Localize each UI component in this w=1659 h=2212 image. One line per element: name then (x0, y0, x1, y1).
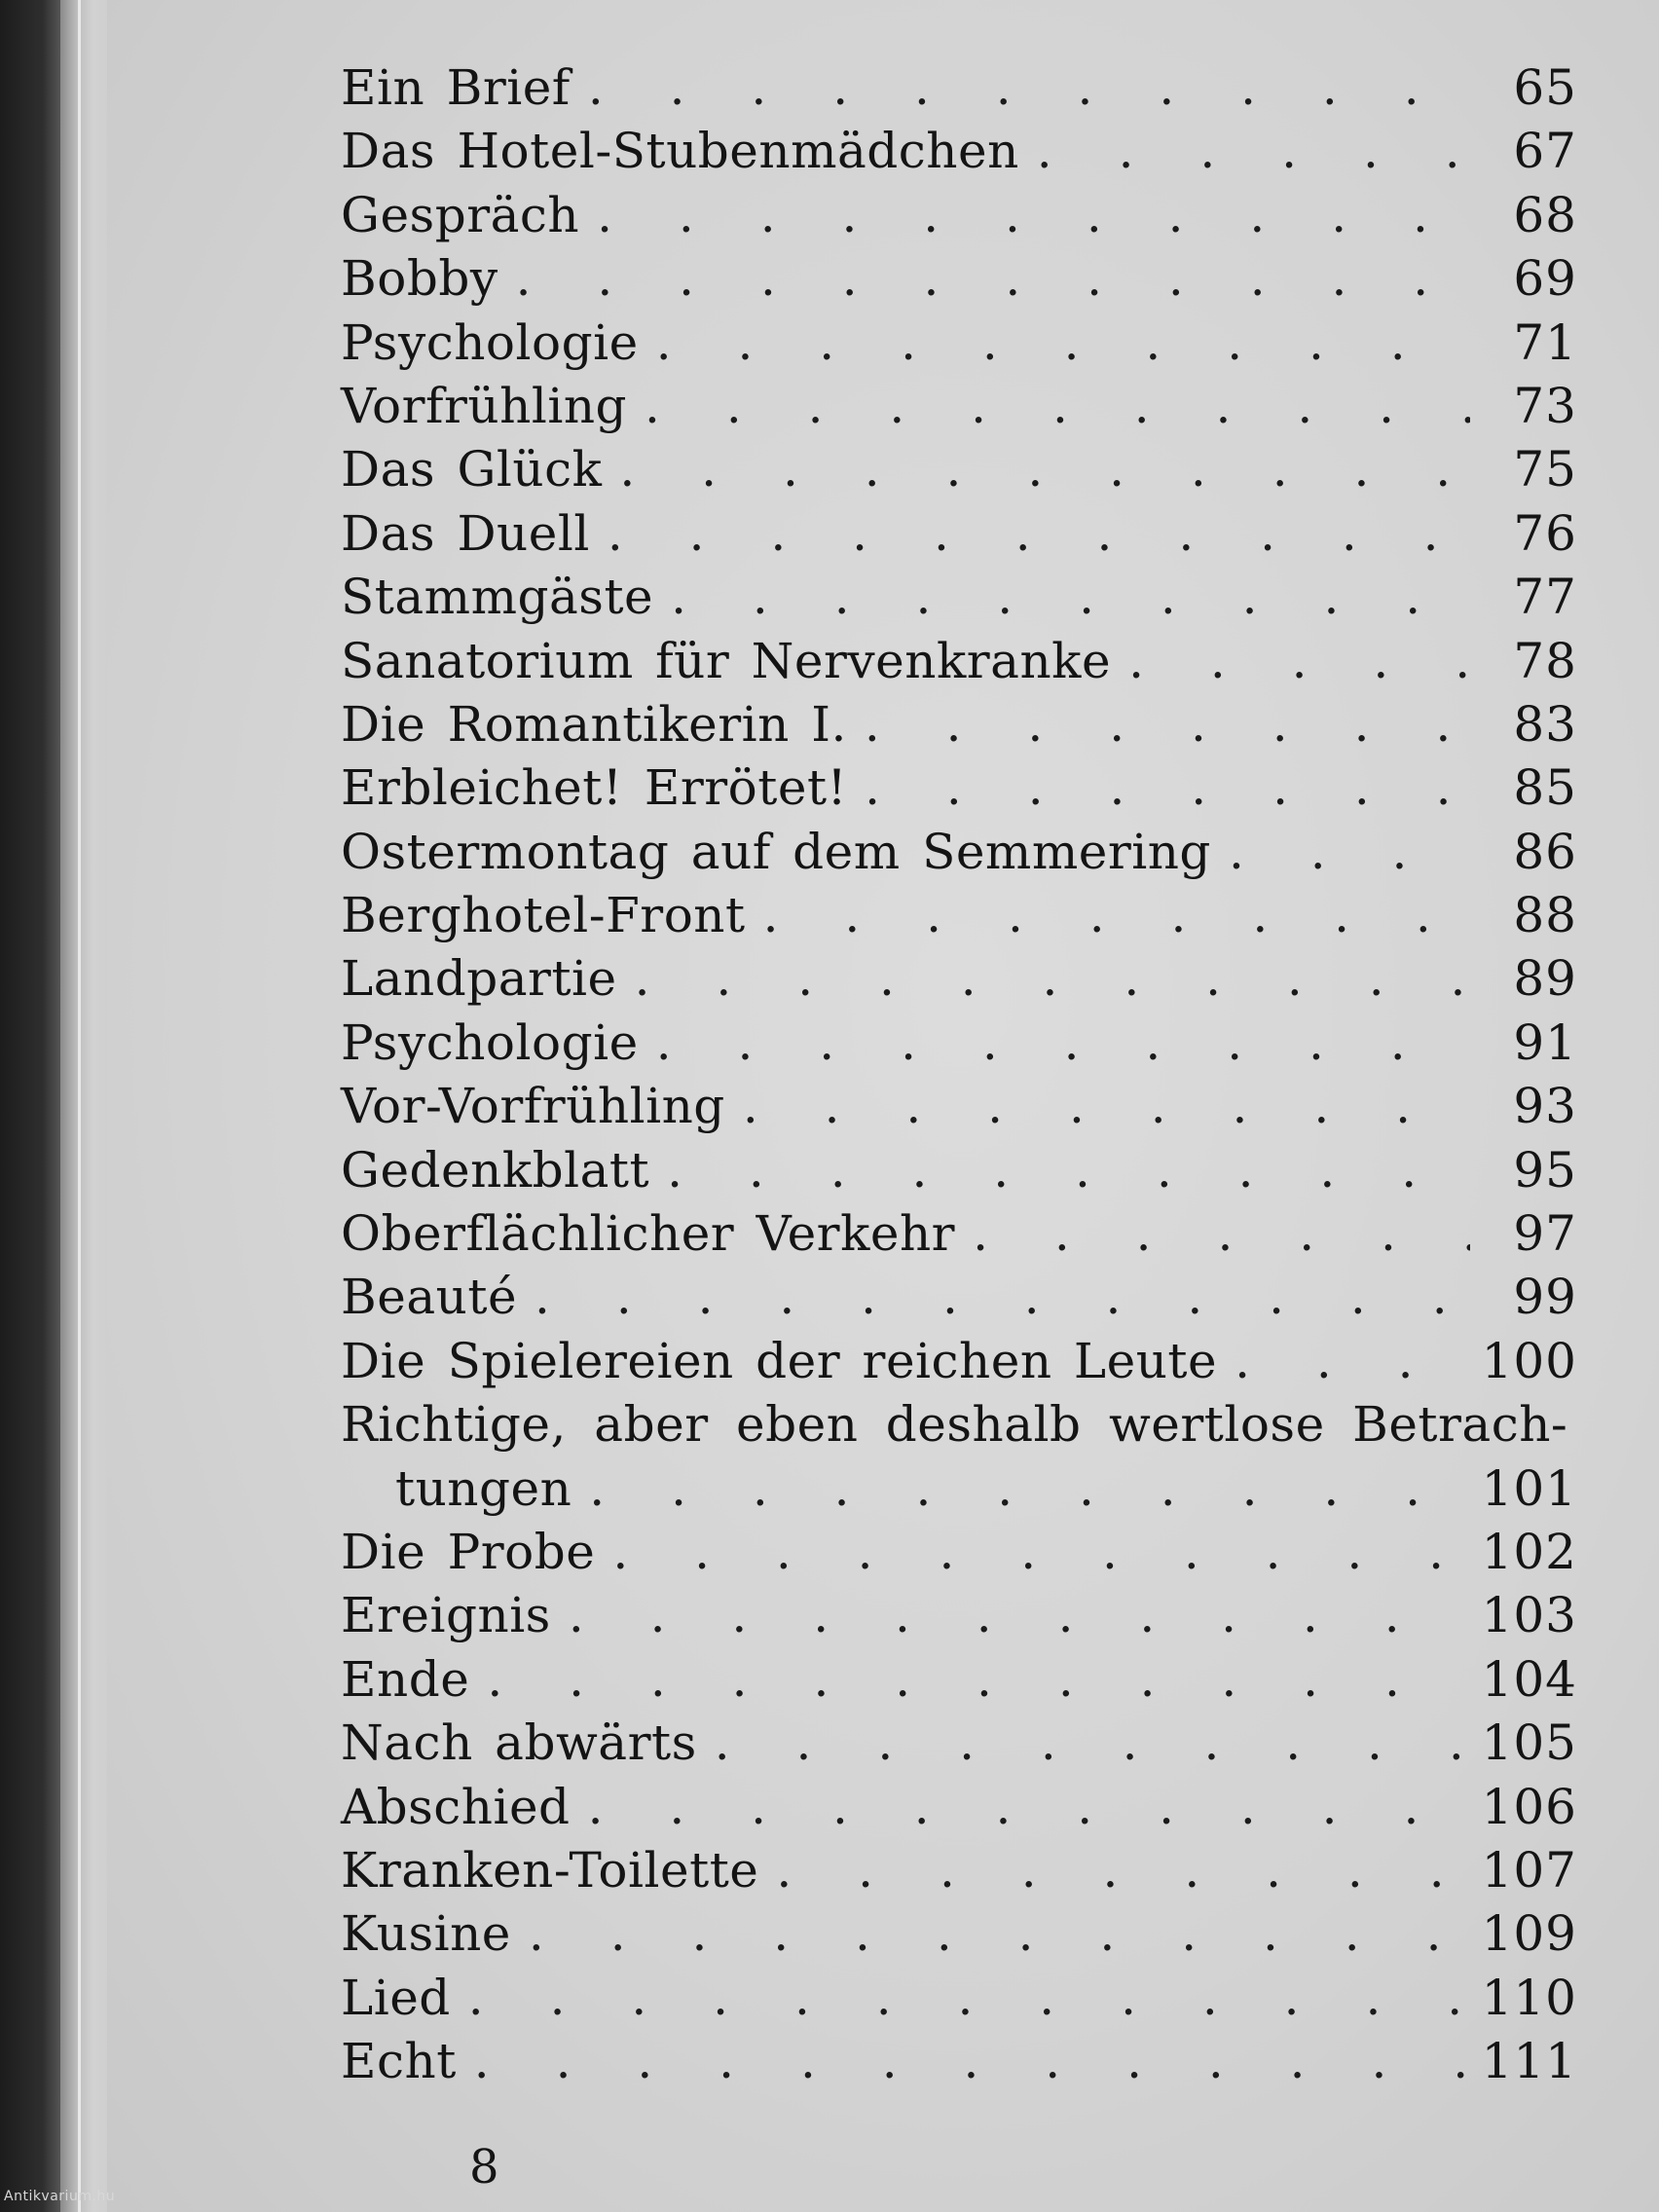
toc-entry-page: 111 (1481, 2033, 1577, 2090)
toc-entry-page: 100 (1481, 1332, 1577, 1389)
toc-entry-title: Kusine (341, 1905, 511, 1963)
dot-leader (627, 375, 1470, 438)
dot-leader (498, 247, 1470, 311)
toc-entry-page: 99 (1513, 1269, 1577, 1326)
toc-entry-page: 71 (1513, 313, 1577, 371)
toc-entry (341, 821, 1577, 884)
dot-leader (847, 693, 1470, 756)
toc-entry-title: Ein Brief (341, 59, 571, 116)
toc-entry (341, 375, 1577, 438)
toc-entry (341, 1457, 1577, 1521)
dot-leader (551, 1584, 1470, 1647)
dot-leader (571, 56, 1470, 120)
dot-leader (451, 1967, 1470, 2030)
toc-entry (341, 1839, 1577, 1902)
toc-entry-page: 77 (1513, 569, 1577, 626)
toc-entry-title-line2: tungen (395, 1459, 572, 1517)
toc-entry (341, 1330, 1577, 1393)
toc-entry-page: 110 (1481, 1969, 1577, 2026)
toc-entry-title: Ostermontag auf dem Semmering (341, 823, 1211, 880)
dot-leader (758, 1839, 1470, 1902)
toc-entry-title: Vor-Vorfrühling (341, 1078, 725, 1135)
toc-entry (341, 120, 1577, 183)
toc-entry (341, 947, 1577, 1011)
watermark: Antikvarium.hu (4, 2189, 116, 2204)
book-spine (0, 0, 60, 2212)
toc-entry-page: 103 (1481, 1587, 1577, 1644)
toc-entry-page: 89 (1513, 950, 1577, 1008)
toc-entry-page: 65 (1513, 59, 1577, 116)
toc-entry-page: 83 (1513, 695, 1577, 753)
toc-entry-page: 69 (1513, 250, 1577, 308)
toc-entry (341, 1776, 1577, 1839)
toc-entry (341, 756, 1577, 820)
page-gutter (60, 0, 107, 2212)
toc-entry-page: 107 (1481, 1841, 1577, 1899)
toc-entry (341, 1012, 1577, 1075)
gutter-highlight (78, 0, 81, 2212)
dot-leader (847, 756, 1470, 820)
toc-entry-title: Erbleichet! Errötet! (341, 759, 848, 817)
toc-entry-page: 85 (1513, 759, 1577, 817)
toc-entry-title: Vorfrühling (341, 377, 628, 434)
toc-entry-page: 78 (1513, 632, 1577, 689)
toc-entry (341, 247, 1577, 311)
toc-entry-title: Ende (341, 1650, 470, 1708)
toc-entry-page: 104 (1481, 1650, 1577, 1708)
dot-leader (1019, 120, 1470, 183)
toc-entry-title: Das Duell (341, 504, 590, 562)
toc-entry-page: 97 (1513, 1205, 1577, 1263)
toc-entry-page: 101 (1481, 1459, 1577, 1517)
toc-entry (341, 693, 1577, 756)
toc-entry (341, 1902, 1577, 1966)
toc-entry-title: Gedenkblatt (341, 1141, 650, 1198)
toc-entry-title: Nach abwärts (341, 1714, 697, 1772)
toc-entry-page: 105 (1481, 1714, 1577, 1772)
toc-entry-page: 109 (1481, 1905, 1577, 1963)
toc-entry-title: Stammgäste (341, 569, 654, 626)
toc-entry-title: Sanatorium für Nervenkranke (341, 632, 1112, 689)
toc-entry-wrapped-line (341, 1393, 1577, 1456)
toc-entry (341, 2030, 1577, 2093)
toc-entry (341, 1712, 1577, 1775)
dot-leader (579, 184, 1470, 247)
toc-entry-title: Echt (341, 2033, 457, 2090)
toc-entry (341, 1266, 1577, 1329)
toc-entry-title: Beauté (341, 1269, 518, 1326)
toc-entry (341, 630, 1577, 693)
dot-leader (649, 1139, 1470, 1202)
dot-leader (955, 1202, 1470, 1266)
toc-entry-page: 95 (1513, 1141, 1577, 1198)
toc-entry-title: Abschied (341, 1778, 571, 1835)
toc-entry-page: 76 (1513, 504, 1577, 562)
toc-entry (341, 438, 1577, 501)
dot-leader (517, 1266, 1470, 1329)
dot-leader (697, 1712, 1470, 1775)
toc-entry (341, 1075, 1577, 1138)
dot-leader (590, 502, 1470, 566)
dot-leader (1217, 1330, 1470, 1393)
toc-entry-page: 102 (1481, 1523, 1577, 1580)
toc-entry-page: 73 (1513, 377, 1577, 434)
toc-entry-title: Berghotel-Front (341, 887, 746, 944)
toc-entry-page: 68 (1513, 186, 1577, 243)
toc-entry-page: 86 (1513, 823, 1577, 880)
toc-entry (341, 184, 1577, 247)
toc-entry-page: 67 (1513, 123, 1577, 180)
toc-entry-title: Die Spielereien der reichen Leute (341, 1332, 1218, 1389)
toc-entry-page: 75 (1513, 441, 1577, 498)
toc-entry-title: Die Probe (341, 1523, 596, 1580)
toc-entry-page: 88 (1513, 887, 1577, 944)
toc-entry (341, 312, 1577, 375)
toc-entry-title: Lied (341, 1969, 451, 2026)
dot-leader (725, 1075, 1470, 1138)
dot-leader (639, 312, 1470, 375)
toc-entry-title: Oberflächlicher Verkehr (341, 1205, 956, 1263)
toc-entry-title: Bobby (341, 250, 498, 308)
dot-leader (511, 1902, 1470, 1966)
dot-leader (639, 1012, 1470, 1075)
page-number: 8 (469, 2140, 499, 2194)
dot-leader (602, 438, 1470, 501)
dot-leader (457, 2030, 1470, 2093)
dot-leader (595, 1521, 1470, 1584)
toc-entry-title: Das Glück (341, 441, 603, 498)
toc-entry-title: Gespräch (341, 186, 580, 243)
table-of-contents (341, 56, 1577, 2094)
toc-entry (341, 566, 1577, 629)
dot-leader (571, 1457, 1470, 1521)
toc-entry (341, 56, 1577, 120)
toc-entry (341, 502, 1577, 566)
toc-entry-title: Kranken-Toilette (341, 1841, 759, 1899)
toc-entry-page: 91 (1513, 1014, 1577, 1071)
dot-leader (746, 884, 1470, 947)
toc-entry-page: 93 (1513, 1078, 1577, 1135)
dot-leader (1211, 821, 1470, 884)
toc-entry-title: Ereignis (341, 1587, 551, 1644)
toc-entry-title: Die Romantikerin I. (341, 695, 847, 753)
dot-leader (617, 947, 1470, 1011)
toc-entry-title: Psychologie (341, 1014, 639, 1071)
dot-leader (653, 566, 1470, 629)
toc-entry-page: 106 (1481, 1778, 1577, 1835)
toc-entry (341, 1521, 1577, 1584)
toc-entry (341, 1139, 1577, 1202)
toc-entry (341, 1584, 1577, 1647)
toc-entry (341, 1967, 1577, 2030)
dot-leader (469, 1648, 1470, 1712)
toc-entry (341, 884, 1577, 947)
toc-entry-title: Psychologie (341, 313, 639, 371)
toc-entry-title-line1: Richtige, aber eben deshalb wertlose Betrach- (341, 1396, 1568, 1454)
dot-leader (1111, 630, 1470, 693)
toc-entry (341, 1202, 1577, 1266)
dot-leader (571, 1776, 1470, 1839)
toc-entry-title: Landpartie (341, 950, 617, 1008)
toc-entry-title: Das Hotel-Stubenmädchen (341, 123, 1019, 180)
toc-entry (341, 1648, 1577, 1712)
